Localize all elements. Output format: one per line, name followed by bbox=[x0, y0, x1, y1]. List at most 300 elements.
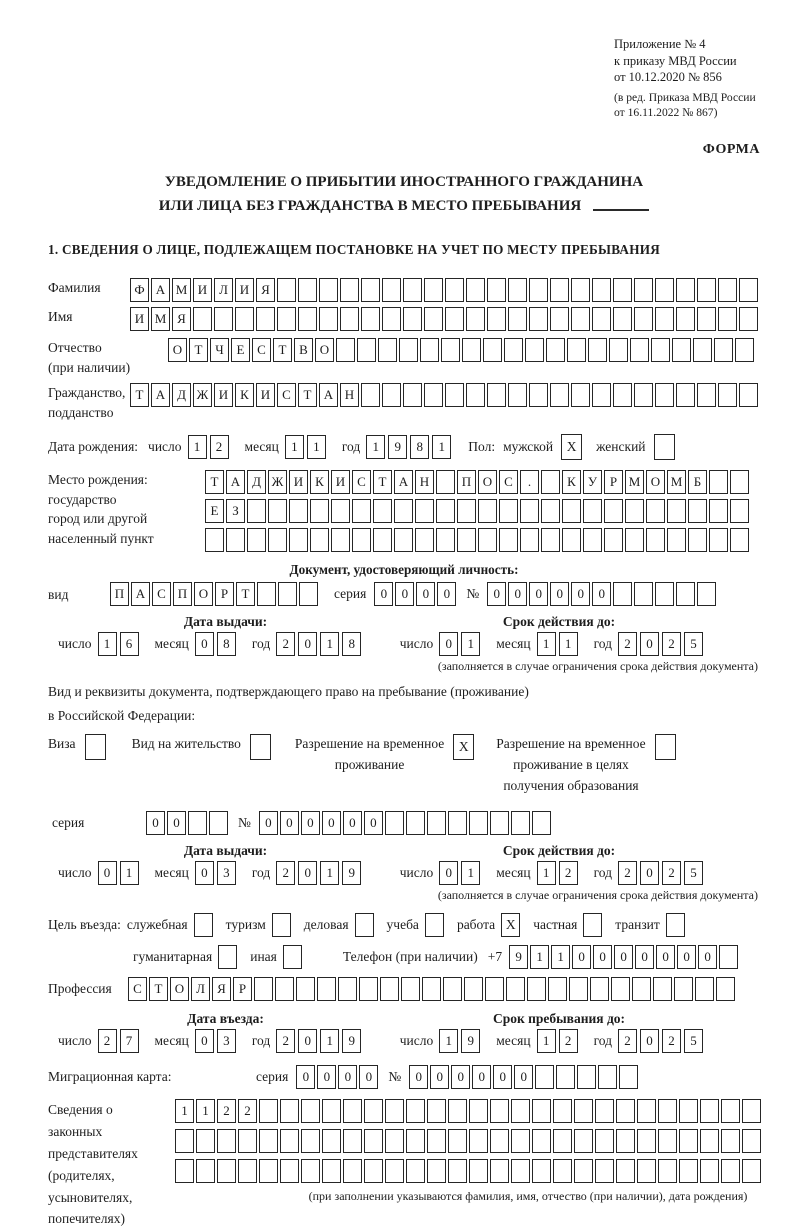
char-cell[interactable] bbox=[196, 1159, 215, 1183]
char-cell[interactable] bbox=[735, 338, 754, 362]
char-cell[interactable] bbox=[595, 1129, 614, 1153]
char-cell[interactable]: 0 bbox=[677, 945, 696, 969]
char-cell[interactable] bbox=[632, 977, 651, 1001]
char-cell[interactable] bbox=[619, 1065, 638, 1089]
char-cell[interactable] bbox=[403, 278, 422, 302]
char-cell[interactable]: 0 bbox=[437, 582, 456, 606]
char-cell[interactable]: Т bbox=[236, 582, 255, 606]
char-cell[interactable] bbox=[535, 1065, 554, 1089]
char-cell[interactable]: 2 bbox=[217, 1099, 236, 1123]
char-cell[interactable] bbox=[331, 499, 350, 523]
char-cell[interactable] bbox=[529, 278, 548, 302]
char-cell[interactable]: 5 bbox=[684, 632, 703, 656]
char-cell[interactable] bbox=[634, 307, 653, 331]
char-cell[interactable] bbox=[415, 528, 434, 552]
char-cell[interactable] bbox=[319, 278, 338, 302]
char-cell[interactable]: 0 bbox=[98, 861, 117, 885]
char-cell[interactable] bbox=[721, 1129, 740, 1153]
char-cell[interactable] bbox=[427, 1129, 446, 1153]
char-cell[interactable] bbox=[553, 1129, 572, 1153]
char-cell[interactable] bbox=[546, 338, 565, 362]
char-cell[interactable]: О bbox=[170, 977, 189, 1001]
char-cell[interactable] bbox=[676, 307, 695, 331]
char-cell[interactable]: 2 bbox=[98, 1029, 117, 1053]
char-cell[interactable] bbox=[595, 1159, 614, 1183]
char-cell[interactable]: У bbox=[583, 470, 602, 494]
char-cell[interactable]: 0 bbox=[529, 582, 548, 606]
char-cell[interactable]: С bbox=[352, 470, 371, 494]
char-cell[interactable] bbox=[742, 1099, 761, 1123]
char-cell[interactable] bbox=[257, 582, 276, 606]
residence-permit-checkbox[interactable] bbox=[250, 734, 271, 760]
purpose-transit-checkbox[interactable] bbox=[666, 913, 685, 937]
char-cell[interactable] bbox=[466, 307, 485, 331]
char-cell[interactable]: А bbox=[226, 470, 245, 494]
char-cell[interactable] bbox=[571, 278, 590, 302]
char-cell[interactable] bbox=[490, 1159, 509, 1183]
char-cell[interactable] bbox=[343, 1129, 362, 1153]
char-cell[interactable] bbox=[310, 499, 329, 523]
char-cell[interactable]: 7 bbox=[120, 1029, 139, 1053]
char-cell[interactable] bbox=[739, 278, 758, 302]
char-cell[interactable] bbox=[464, 977, 483, 1001]
char-cell[interactable]: 2 bbox=[559, 861, 578, 885]
char-cell[interactable] bbox=[613, 582, 632, 606]
char-cell[interactable] bbox=[637, 1159, 656, 1183]
char-cell[interactable] bbox=[359, 977, 378, 1001]
visa-checkbox[interactable] bbox=[85, 734, 106, 760]
char-cell[interactable] bbox=[634, 383, 653, 407]
char-cell[interactable]: 9 bbox=[509, 945, 528, 969]
char-cell[interactable]: О bbox=[168, 338, 187, 362]
char-cell[interactable]: Л bbox=[191, 977, 210, 1001]
char-cell[interactable] bbox=[406, 811, 425, 835]
char-cell[interactable] bbox=[569, 977, 588, 1001]
char-cell[interactable] bbox=[655, 278, 674, 302]
char-cell[interactable] bbox=[364, 1129, 383, 1153]
char-cell[interactable]: М bbox=[667, 470, 686, 494]
char-cell[interactable]: Я bbox=[172, 307, 191, 331]
char-cell[interactable]: 1 bbox=[120, 861, 139, 885]
purpose-humanitarian-checkbox[interactable] bbox=[218, 945, 237, 969]
char-cell[interactable] bbox=[280, 1159, 299, 1183]
char-cell[interactable] bbox=[613, 278, 632, 302]
char-cell[interactable] bbox=[436, 528, 455, 552]
char-cell[interactable] bbox=[655, 383, 674, 407]
char-cell[interactable] bbox=[574, 1159, 593, 1183]
char-cell[interactable] bbox=[361, 278, 380, 302]
char-cell[interactable]: О bbox=[478, 470, 497, 494]
char-cell[interactable] bbox=[448, 1159, 467, 1183]
char-cell[interactable] bbox=[196, 1129, 215, 1153]
char-cell[interactable] bbox=[361, 307, 380, 331]
char-cell[interactable] bbox=[299, 582, 318, 606]
char-cell[interactable]: 0 bbox=[298, 1029, 317, 1053]
char-cell[interactable]: С bbox=[252, 338, 271, 362]
char-cell[interactable] bbox=[214, 307, 233, 331]
char-cell[interactable] bbox=[406, 1159, 425, 1183]
purpose-other-checkbox[interactable] bbox=[283, 945, 302, 969]
char-cell[interactable] bbox=[193, 307, 212, 331]
char-cell[interactable]: Е bbox=[205, 499, 224, 523]
char-cell[interactable]: 8 bbox=[342, 632, 361, 656]
char-cell[interactable] bbox=[525, 338, 544, 362]
char-cell[interactable]: С bbox=[128, 977, 147, 1001]
char-cell[interactable] bbox=[406, 1129, 425, 1153]
char-cell[interactable] bbox=[277, 278, 296, 302]
char-cell[interactable] bbox=[436, 499, 455, 523]
char-cell[interactable]: 2 bbox=[618, 1029, 637, 1053]
char-cell[interactable] bbox=[301, 1099, 320, 1123]
char-cell[interactable] bbox=[739, 307, 758, 331]
char-cell[interactable]: 1 bbox=[320, 861, 339, 885]
char-cell[interactable] bbox=[448, 811, 467, 835]
char-cell[interactable] bbox=[634, 278, 653, 302]
char-cell[interactable]: Е bbox=[231, 338, 250, 362]
purpose-work-checkbox[interactable]: X bbox=[501, 913, 520, 937]
char-cell[interactable]: Б bbox=[688, 470, 707, 494]
char-cell[interactable] bbox=[331, 528, 350, 552]
char-cell[interactable]: С bbox=[499, 470, 518, 494]
char-cell[interactable]: О bbox=[646, 470, 665, 494]
char-cell[interactable] bbox=[373, 499, 392, 523]
char-cell[interactable]: 1 bbox=[537, 1029, 556, 1053]
char-cell[interactable] bbox=[567, 338, 586, 362]
char-cell[interactable] bbox=[714, 338, 733, 362]
char-cell[interactable]: 0 bbox=[298, 632, 317, 656]
char-cell[interactable]: 0 bbox=[259, 811, 278, 835]
char-cell[interactable] bbox=[613, 383, 632, 407]
char-cell[interactable] bbox=[508, 278, 527, 302]
char-cell[interactable]: Я bbox=[212, 977, 231, 1001]
char-cell[interactable] bbox=[427, 1159, 446, 1183]
char-cell[interactable] bbox=[424, 307, 443, 331]
char-cell[interactable]: 0 bbox=[514, 1065, 533, 1089]
char-cell[interactable]: Т bbox=[298, 383, 317, 407]
char-cell[interactable]: 0 bbox=[493, 1065, 512, 1089]
char-cell[interactable] bbox=[401, 977, 420, 1001]
char-cell[interactable]: П bbox=[457, 470, 476, 494]
char-cell[interactable] bbox=[443, 977, 462, 1001]
char-cell[interactable] bbox=[340, 307, 359, 331]
char-cell[interactable]: З bbox=[226, 499, 245, 523]
char-cell[interactable] bbox=[571, 383, 590, 407]
char-cell[interactable] bbox=[646, 528, 665, 552]
char-cell[interactable] bbox=[742, 1129, 761, 1153]
char-cell[interactable]: 1 bbox=[559, 632, 578, 656]
char-cell[interactable] bbox=[674, 977, 693, 1001]
char-cell[interactable]: Р bbox=[233, 977, 252, 1001]
char-cell[interactable] bbox=[469, 811, 488, 835]
char-cell[interactable] bbox=[550, 307, 569, 331]
char-cell[interactable] bbox=[394, 528, 413, 552]
purpose-business-checkbox[interactable] bbox=[355, 913, 374, 937]
char-cell[interactable]: 6 bbox=[120, 632, 139, 656]
char-cell[interactable] bbox=[598, 1065, 617, 1089]
char-cell[interactable]: 1 bbox=[320, 632, 339, 656]
char-cell[interactable] bbox=[226, 528, 245, 552]
char-cell[interactable] bbox=[550, 278, 569, 302]
char-cell[interactable] bbox=[499, 528, 518, 552]
char-cell[interactable] bbox=[562, 528, 581, 552]
char-cell[interactable] bbox=[485, 977, 504, 1001]
char-cell[interactable] bbox=[490, 1099, 509, 1123]
char-cell[interactable] bbox=[298, 278, 317, 302]
char-cell[interactable]: 0 bbox=[640, 861, 659, 885]
char-cell[interactable] bbox=[529, 383, 548, 407]
char-cell[interactable]: Н bbox=[415, 470, 434, 494]
char-cell[interactable] bbox=[403, 307, 422, 331]
char-cell[interactable] bbox=[532, 811, 551, 835]
char-cell[interactable]: Т bbox=[205, 470, 224, 494]
char-cell[interactable] bbox=[457, 528, 476, 552]
char-cell[interactable] bbox=[466, 383, 485, 407]
char-cell[interactable] bbox=[298, 307, 317, 331]
char-cell[interactable]: 0 bbox=[359, 1065, 378, 1089]
char-cell[interactable] bbox=[188, 811, 207, 835]
char-cell[interactable] bbox=[382, 383, 401, 407]
char-cell[interactable] bbox=[373, 528, 392, 552]
char-cell[interactable] bbox=[457, 499, 476, 523]
char-cell[interactable] bbox=[541, 499, 560, 523]
char-cell[interactable] bbox=[604, 528, 623, 552]
char-cell[interactable] bbox=[238, 1159, 257, 1183]
char-cell[interactable] bbox=[511, 1129, 530, 1153]
purpose-tourism-checkbox[interactable] bbox=[272, 913, 291, 937]
char-cell[interactable] bbox=[548, 977, 567, 1001]
char-cell[interactable] bbox=[445, 307, 464, 331]
char-cell[interactable] bbox=[209, 811, 228, 835]
char-cell[interactable] bbox=[469, 1159, 488, 1183]
purpose-official-checkbox[interactable] bbox=[194, 913, 213, 937]
char-cell[interactable] bbox=[175, 1159, 194, 1183]
char-cell[interactable]: 1 bbox=[461, 861, 480, 885]
char-cell[interactable] bbox=[441, 338, 460, 362]
char-cell[interactable] bbox=[403, 383, 422, 407]
char-cell[interactable]: 0 bbox=[593, 945, 612, 969]
char-cell[interactable] bbox=[634, 582, 653, 606]
char-cell[interactable] bbox=[571, 307, 590, 331]
char-cell[interactable] bbox=[658, 1099, 677, 1123]
char-cell[interactable] bbox=[319, 307, 338, 331]
char-cell[interactable]: Т bbox=[373, 470, 392, 494]
char-cell[interactable]: 1 bbox=[366, 435, 385, 459]
char-cell[interactable]: 0 bbox=[698, 945, 717, 969]
char-cell[interactable]: 1 bbox=[530, 945, 549, 969]
char-cell[interactable] bbox=[730, 470, 749, 494]
char-cell[interactable] bbox=[553, 1099, 572, 1123]
char-cell[interactable] bbox=[625, 499, 644, 523]
char-cell[interactable] bbox=[658, 1129, 677, 1153]
char-cell[interactable] bbox=[508, 307, 527, 331]
char-cell[interactable]: 0 bbox=[508, 582, 527, 606]
char-cell[interactable] bbox=[217, 1129, 236, 1153]
char-cell[interactable]: 0 bbox=[409, 1065, 428, 1089]
char-cell[interactable] bbox=[716, 977, 735, 1001]
char-cell[interactable]: 0 bbox=[635, 945, 654, 969]
char-cell[interactable]: 1 bbox=[285, 435, 304, 459]
char-cell[interactable]: Т bbox=[273, 338, 292, 362]
char-cell[interactable] bbox=[667, 528, 686, 552]
char-cell[interactable]: Ф bbox=[130, 278, 149, 302]
char-cell[interactable] bbox=[322, 1099, 341, 1123]
char-cell[interactable] bbox=[469, 1099, 488, 1123]
char-cell[interactable] bbox=[268, 499, 287, 523]
char-cell[interactable]: О bbox=[194, 582, 213, 606]
char-cell[interactable]: Т bbox=[149, 977, 168, 1001]
char-cell[interactable] bbox=[529, 307, 548, 331]
char-cell[interactable] bbox=[385, 1099, 404, 1123]
char-cell[interactable] bbox=[357, 338, 376, 362]
char-cell[interactable] bbox=[679, 1129, 698, 1153]
char-cell[interactable] bbox=[709, 528, 728, 552]
char-cell[interactable] bbox=[655, 307, 674, 331]
char-cell[interactable] bbox=[238, 1129, 257, 1153]
char-cell[interactable] bbox=[364, 1099, 383, 1123]
char-cell[interactable] bbox=[651, 338, 670, 362]
char-cell[interactable]: 1 bbox=[432, 435, 451, 459]
char-cell[interactable] bbox=[611, 977, 630, 1001]
char-cell[interactable] bbox=[562, 499, 581, 523]
char-cell[interactable]: 2 bbox=[618, 861, 637, 885]
char-cell[interactable] bbox=[676, 383, 695, 407]
char-cell[interactable] bbox=[511, 1099, 530, 1123]
sex-male-checkbox[interactable]: X bbox=[561, 434, 582, 460]
char-cell[interactable] bbox=[616, 1099, 635, 1123]
char-cell[interactable] bbox=[445, 383, 464, 407]
char-cell[interactable] bbox=[574, 1129, 593, 1153]
char-cell[interactable]: 0 bbox=[195, 632, 214, 656]
char-cell[interactable]: 0 bbox=[640, 1029, 659, 1053]
char-cell[interactable]: 0 bbox=[364, 811, 383, 835]
char-cell[interactable]: 1 bbox=[537, 632, 556, 656]
char-cell[interactable] bbox=[730, 528, 749, 552]
char-cell[interactable] bbox=[688, 499, 707, 523]
char-cell[interactable] bbox=[688, 528, 707, 552]
char-cell[interactable] bbox=[268, 528, 287, 552]
char-cell[interactable]: 0 bbox=[430, 1065, 449, 1089]
char-cell[interactable]: Д bbox=[247, 470, 266, 494]
char-cell[interactable] bbox=[695, 977, 714, 1001]
char-cell[interactable] bbox=[478, 528, 497, 552]
char-cell[interactable]: 0 bbox=[338, 1065, 357, 1089]
char-cell[interactable] bbox=[385, 811, 404, 835]
char-cell[interactable] bbox=[719, 945, 738, 969]
char-cell[interactable] bbox=[399, 338, 418, 362]
char-cell[interactable]: 0 bbox=[487, 582, 506, 606]
char-cell[interactable] bbox=[256, 307, 275, 331]
char-cell[interactable]: 9 bbox=[342, 1029, 361, 1053]
char-cell[interactable] bbox=[478, 499, 497, 523]
char-cell[interactable] bbox=[583, 528, 602, 552]
char-cell[interactable]: И bbox=[289, 470, 308, 494]
char-cell[interactable] bbox=[700, 1099, 719, 1123]
char-cell[interactable] bbox=[676, 278, 695, 302]
char-cell[interactable] bbox=[721, 1159, 740, 1183]
char-cell[interactable]: 0 bbox=[472, 1065, 491, 1089]
char-cell[interactable]: 1 bbox=[320, 1029, 339, 1053]
char-cell[interactable]: 1 bbox=[188, 435, 207, 459]
char-cell[interactable] bbox=[739, 383, 758, 407]
char-cell[interactable] bbox=[697, 307, 716, 331]
char-cell[interactable] bbox=[700, 1159, 719, 1183]
char-cell[interactable] bbox=[520, 499, 539, 523]
char-cell[interactable] bbox=[424, 278, 443, 302]
char-cell[interactable]: В bbox=[294, 338, 313, 362]
char-cell[interactable] bbox=[280, 1099, 299, 1123]
char-cell[interactable] bbox=[364, 1159, 383, 1183]
char-cell[interactable] bbox=[718, 278, 737, 302]
char-cell[interactable]: 0 bbox=[195, 1029, 214, 1053]
char-cell[interactable] bbox=[742, 1159, 761, 1183]
char-cell[interactable] bbox=[672, 338, 691, 362]
char-cell[interactable] bbox=[378, 338, 397, 362]
char-cell[interactable] bbox=[511, 811, 530, 835]
char-cell[interactable] bbox=[697, 582, 716, 606]
char-cell[interactable] bbox=[609, 338, 628, 362]
char-cell[interactable] bbox=[730, 499, 749, 523]
char-cell[interactable]: Д bbox=[172, 383, 191, 407]
char-cell[interactable]: Р bbox=[215, 582, 234, 606]
char-cell[interactable]: 0 bbox=[572, 945, 591, 969]
char-cell[interactable] bbox=[235, 307, 254, 331]
char-cell[interactable] bbox=[583, 499, 602, 523]
char-cell[interactable]: 0 bbox=[298, 861, 317, 885]
char-cell[interactable]: Ч bbox=[210, 338, 229, 362]
char-cell[interactable] bbox=[462, 338, 481, 362]
char-cell[interactable] bbox=[693, 338, 712, 362]
char-cell[interactable] bbox=[352, 499, 371, 523]
char-cell[interactable]: 0 bbox=[317, 1065, 336, 1089]
char-cell[interactable] bbox=[532, 1129, 551, 1153]
char-cell[interactable] bbox=[217, 1159, 236, 1183]
char-cell[interactable]: 1 bbox=[98, 632, 117, 656]
char-cell[interactable]: А bbox=[131, 582, 150, 606]
char-cell[interactable]: А bbox=[151, 278, 170, 302]
char-cell[interactable] bbox=[382, 278, 401, 302]
char-cell[interactable]: А bbox=[394, 470, 413, 494]
char-cell[interactable]: 8 bbox=[217, 632, 236, 656]
char-cell[interactable]: И bbox=[193, 278, 212, 302]
char-cell[interactable] bbox=[588, 338, 607, 362]
char-cell[interactable]: 1 bbox=[439, 1029, 458, 1053]
char-cell[interactable] bbox=[508, 383, 527, 407]
char-cell[interactable] bbox=[490, 1129, 509, 1153]
char-cell[interactable] bbox=[700, 1129, 719, 1153]
char-cell[interactable]: Ж bbox=[268, 470, 287, 494]
char-cell[interactable] bbox=[646, 499, 665, 523]
char-cell[interactable] bbox=[385, 1129, 404, 1153]
char-cell[interactable]: 1 bbox=[196, 1099, 215, 1123]
char-cell[interactable] bbox=[275, 977, 294, 1001]
char-cell[interactable] bbox=[590, 977, 609, 1001]
char-cell[interactable]: 3 bbox=[217, 861, 236, 885]
char-cell[interactable] bbox=[532, 1099, 551, 1123]
char-cell[interactable]: 1 bbox=[551, 945, 570, 969]
char-cell[interactable]: 2 bbox=[210, 435, 229, 459]
char-cell[interactable]: И bbox=[256, 383, 275, 407]
char-cell[interactable] bbox=[343, 1099, 362, 1123]
char-cell[interactable] bbox=[550, 383, 569, 407]
char-cell[interactable] bbox=[289, 499, 308, 523]
char-cell[interactable]: 9 bbox=[388, 435, 407, 459]
char-cell[interactable] bbox=[520, 528, 539, 552]
char-cell[interactable]: 1 bbox=[307, 435, 326, 459]
char-cell[interactable]: 2 bbox=[618, 632, 637, 656]
char-cell[interactable]: 0 bbox=[550, 582, 569, 606]
char-cell[interactable] bbox=[541, 470, 560, 494]
char-cell[interactable] bbox=[394, 499, 413, 523]
